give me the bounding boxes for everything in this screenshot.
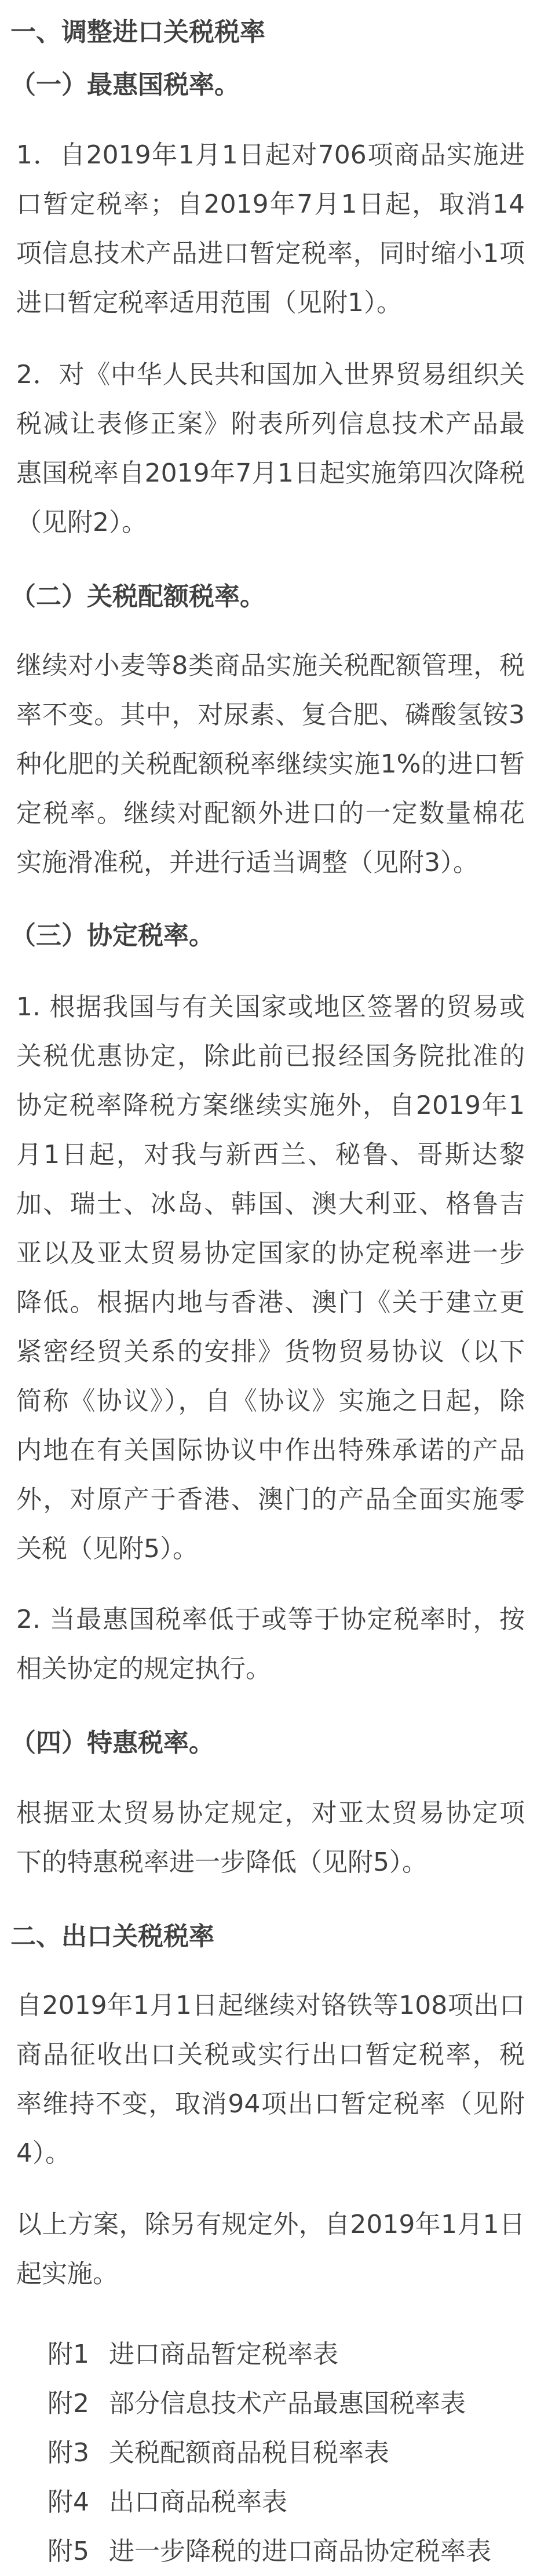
attachment-title: 出口商品税率表 <box>109 2487 287 2517</box>
subheading-quota-rate: （二）关税配额税率。 <box>10 582 265 611</box>
attachment-title: 进口商品暂定税率表 <box>109 2340 338 2369</box>
paragraph-quota: 继续对小麦等8类商品实施关税配额管理，税率不变。其中，对尿素、复合肥、磷酸氢铵3种化肥的关税配额税率继续实施1%的进口暂定税率。继续对配额外进口的一定数量棉花实施滑准税，并进行适当调整（见附3）。 <box>16 651 525 877</box>
paragraph-agreement-1: 1. 根据我国与有关国家或地区签署的贸易或关税优惠协定，除此前已报经国务院批准的协定税率降税方案继续实施外，自2019年1月1日起，对我与新西兰、秘鲁、哥斯达黎加、瑞士、冰岛、韩国、澳大利亚、格鲁吉亚以及亚太贸易协定国家的协定税率进一步降低。根据内地与香港、澳门《关于建立更紧密经贸关系的安排》货物贸易协议（以下简称《协议》），自《协议》实施之日起，除内地在有关国际协议中作出特殊承诺的产品外，对原产于香港、澳门的产品全面实施零关税（见附5）。 <box>16 992 525 1564</box>
attachment-item <box>48 2477 525 2527</box>
subheading-agreement-rate: （三）协定税率。 <box>10 921 214 950</box>
paragraph-mfn-1: 1．自2019年1月1日起对706项商品实施进口暂定税率；自2019年7月1日起，取消14项信息技术产品进口暂定税率，同时缩小1项进口暂定税率适用范围（见附1）。 <box>16 140 525 318</box>
attachment-number: 附3 <box>48 2438 89 2468</box>
attachment-number: 附5 <box>48 2537 89 2566</box>
paragraph-agreement-2: 2. 当最惠国税率低于或等于协定税率时，按相关协定的规定执行。 <box>16 1605 525 1684</box>
paragraph-special: 根据亚太贸易协定规定，对亚太贸易协定项下的特惠税率进一步降低（见附5）。 <box>16 1798 525 1877</box>
paragraph-effective-date: 以上方案，除另有规定外，自2019年1月1日起实施。 <box>16 2210 525 2289</box>
attachment-number: 附4 <box>48 2487 89 2517</box>
attachment-item <box>48 2527 525 2576</box>
attachment-title: 关税配额商品税目税率表 <box>109 2438 389 2468</box>
section-heading-export-tariff: 二、出口关税税率 <box>10 1922 214 1951</box>
attachment-title: 进一步降税的进口商品协定税率表 <box>109 2537 491 2566</box>
attachment-item <box>48 2428 525 2477</box>
attachment-number: 附2 <box>48 2389 89 2418</box>
section-heading-import-tariff: 一、调整进口关税税率 <box>10 17 265 47</box>
paragraph-mfn-2: 2．对《中华人民共和国加入世界贸易组织关税减让表修正案》附表所列信息技术产品最惠国税率自2019年7月1日起实施第四次降税（见附2）。 <box>16 360 525 537</box>
paragraph-export: 自2019年1月1日起继续对铬铁等108项出口商品征收出口关税或实行出口暂定税率，税率维持不变，取消94项出口暂定税率（见附4）。 <box>16 1991 525 2168</box>
attachment-item <box>48 2330 525 2379</box>
attachment-list <box>0 2330 548 2576</box>
attachment-title: 部分信息技术产品最惠国税率表 <box>109 2389 466 2418</box>
attachment-item <box>48 2379 525 2428</box>
subheading-mfn-rate: （一）最惠国税率。 <box>10 70 240 100</box>
subheading-special-rate: （四）特惠税率。 <box>10 1728 214 1758</box>
attachment-number: 附1 <box>48 2340 89 2369</box>
